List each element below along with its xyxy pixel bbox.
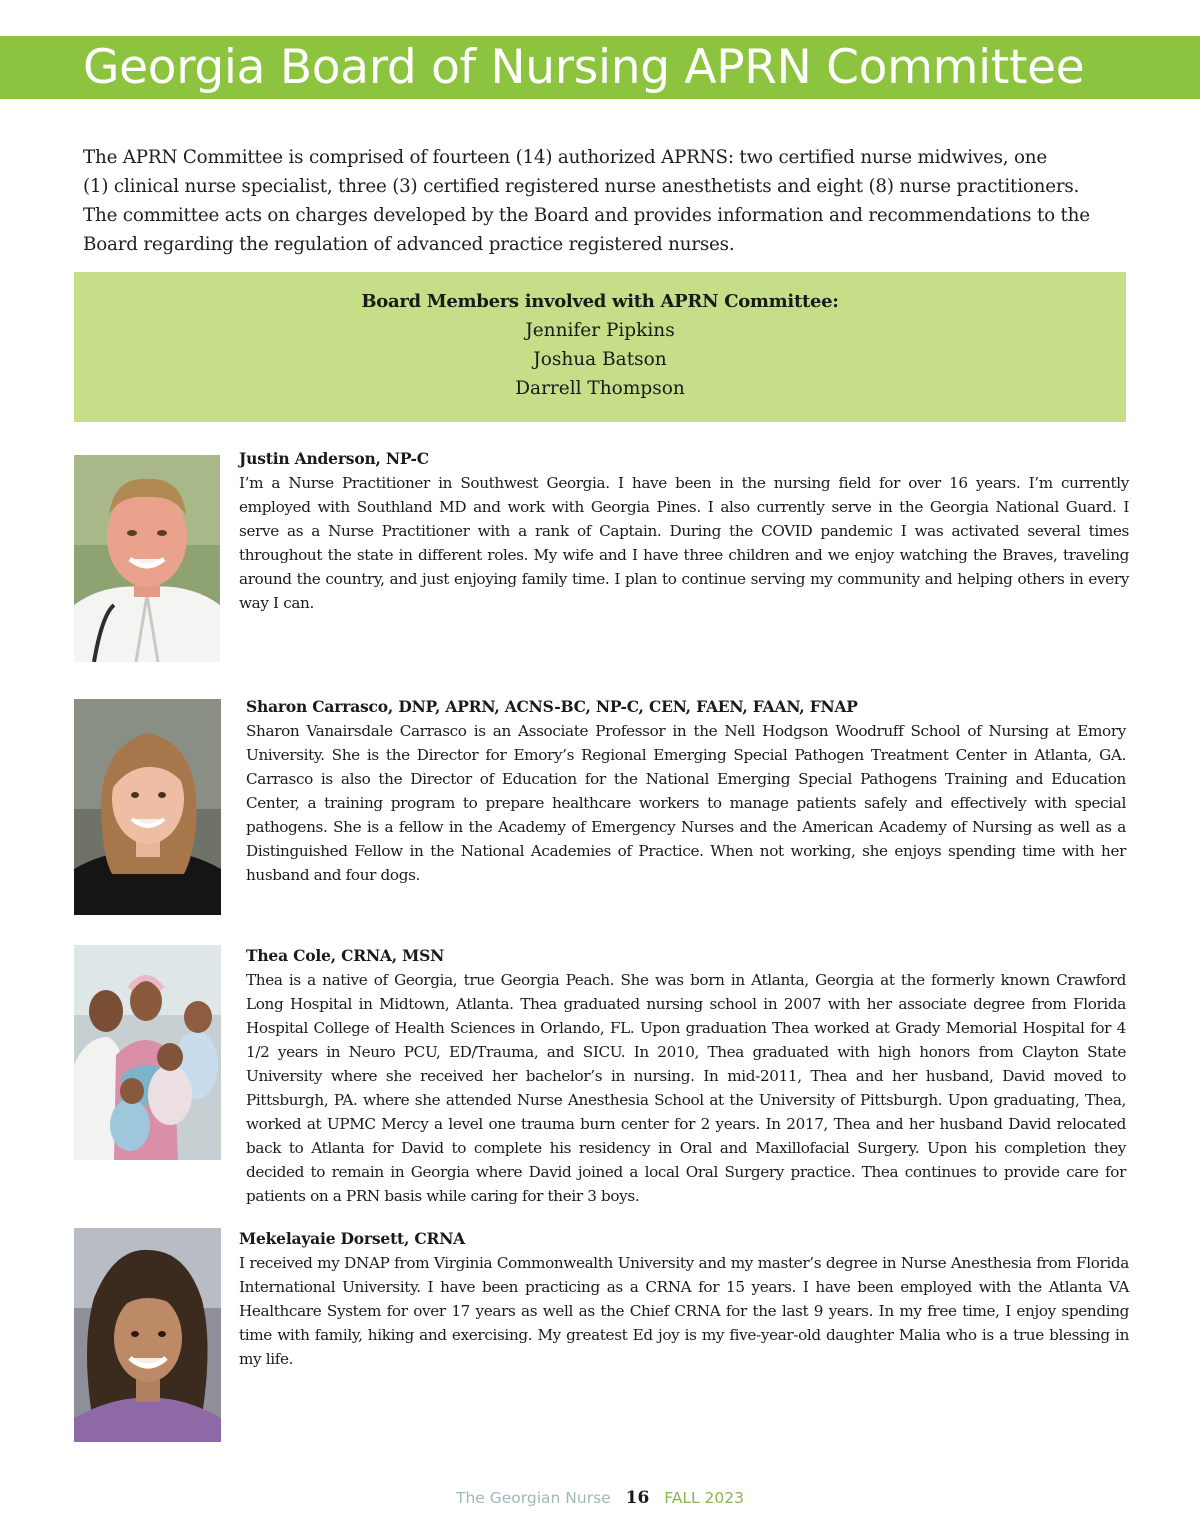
board-members-heading: Board Members involved with APRN Committee: <box>361 291 839 312</box>
board-member-name: Darrell Thompson <box>515 378 685 399</box>
member-entry <box>246 944 1126 1208</box>
footer-page-number: 16 <box>625 1488 650 1508</box>
member-bio: I received my DNAP from Virginia Commonwealth University and my master’s degree in Nurse Anesthesia from Florida International University. I have been practicing as a CRNA for 15 years. I have been employed with the Atlanta VA Healthcare System for over 17 years as well as the Chief CRNA for the last 9 years. In my free time, I enjoy spending time with family, hiking and exercising. My greatest Ed joy is my five-year-old daughter Malia who is a true blessing in my life. <box>239 1254 1129 1368</box>
member-bio: Thea is a native of Georgia, true Georgia Peach. She was born in Atlanta, Georgia at the formerly known Crawford Long Hospital in Midtown, Atlanta. Thea graduated nursing school in 2007 with her associate degree from Florida Hospital College of Health Sciences in Orlando, FL. Upon graduation Thea worked at Grady Memorial Hospital for 4 1/2 years in Neuro PCU, ED/Trauma, and SICU. In 2010, Thea graduated with high honors from Clayton State University where she received her bachelor’s in nursing. In mid-2011, Thea and her husband, David moved to Pittsburgh, PA. where she attended Nurse Anesthesia School at the University of Pittsburgh. Upon graduating, Thea, worked at UPMC Mercy a level one trauma burn center for 2 years. In 2017, Thea and her husband David relocated back to Atlanta for David to complete his residency in Oral and Maxillofacial Surgery. Upon his completion they decided to remain in Georgia where David joined a local Oral Surgery practice. Thea continues to provide care for patients on a PRN basis while caring for their 3 boys. <box>246 971 1126 1205</box>
member-name: Justin Anderson, NP-C <box>239 449 429 468</box>
title-bar <box>0 36 1200 99</box>
member-name: Sharon Carrasco, DNP, APRN, ACNS-BC, NP-C, CEN, FAEN, FAAN, FNAP <box>246 697 858 716</box>
board-members-box <box>74 272 1126 422</box>
footer-publication: The Georgian Nurse <box>456 1489 611 1507</box>
intro-line: (1) clinical nurse specialist, three (3) certified registered nurse anesthetists and eight (8) nurse practitioners. <box>83 176 1080 197</box>
member-photo <box>74 699 221 915</box>
member-entry <box>246 695 1126 887</box>
intro-paragraph <box>83 143 1123 259</box>
footer-issue: FALL 2023 <box>664 1489 744 1507</box>
member-bio: I’m a Nurse Practitioner in Southwest Georgia. I have been in the nursing field for over 16 years. I’m currently employed with Southland MD and work with Georgia Pines. I also currently serve in the Georgia National Guard. I serve as a Nurse Practitioner with a rank of Captain. During the COVID pandemic I was activated several times throughout the state in different roles. My wife and I have three children and we enjoy watching the Braves, traveling around the country, and just enjoying family time. I plan to continue serving my community and helping others in every way I can. <box>239 474 1129 612</box>
intro-line: Board regarding the regulation of advanced practice registered nurses. <box>83 234 735 255</box>
board-member-name: Joshua Batson <box>533 349 667 370</box>
member-photo <box>74 455 220 662</box>
member-entry <box>239 1227 1129 1371</box>
intro-line: The committee acts on charges developed by the Board and provides information and recommendations to the <box>83 205 1090 226</box>
member-bio: Sharon Vanairsdale Carrasco is an Associate Professor in the Nell Hodgson Woodruff School of Nursing at Emory University. She is the Director for Emory’s Regional Emerging Special Pathogen Treatment Center in Atlanta, GA. Carrasco is also the Director of Education for the National Emerging Special Pathogens Training and Education Center, a training program to prepare healthcare workers to manage patients safely and effectively with special pathogens. She is a fellow in the Academy of Emergency Nurses and the American Academy of Nursing as well as a Distinguished Fellow in the National Academies of Practice. When not working, she enjoys spending time with her husband and four dogs. <box>246 722 1126 884</box>
member-photo <box>74 945 221 1160</box>
page-footer <box>0 1486 1200 1510</box>
page-title: Georgia Board of Nursing APRN Committee <box>83 40 1085 95</box>
member-name: Thea Cole, CRNA, MSN <box>246 946 445 965</box>
intro-line: The APRN Committee is comprised of fourteen (14) authorized APRNS: two certified nurse midwives, one <box>83 147 1048 168</box>
board-member-name: Jennifer Pipkins <box>525 320 675 341</box>
member-photo <box>74 1228 221 1442</box>
member-entry <box>239 447 1129 615</box>
member-name: Mekelayaie Dorsett, CRNA <box>239 1229 466 1248</box>
